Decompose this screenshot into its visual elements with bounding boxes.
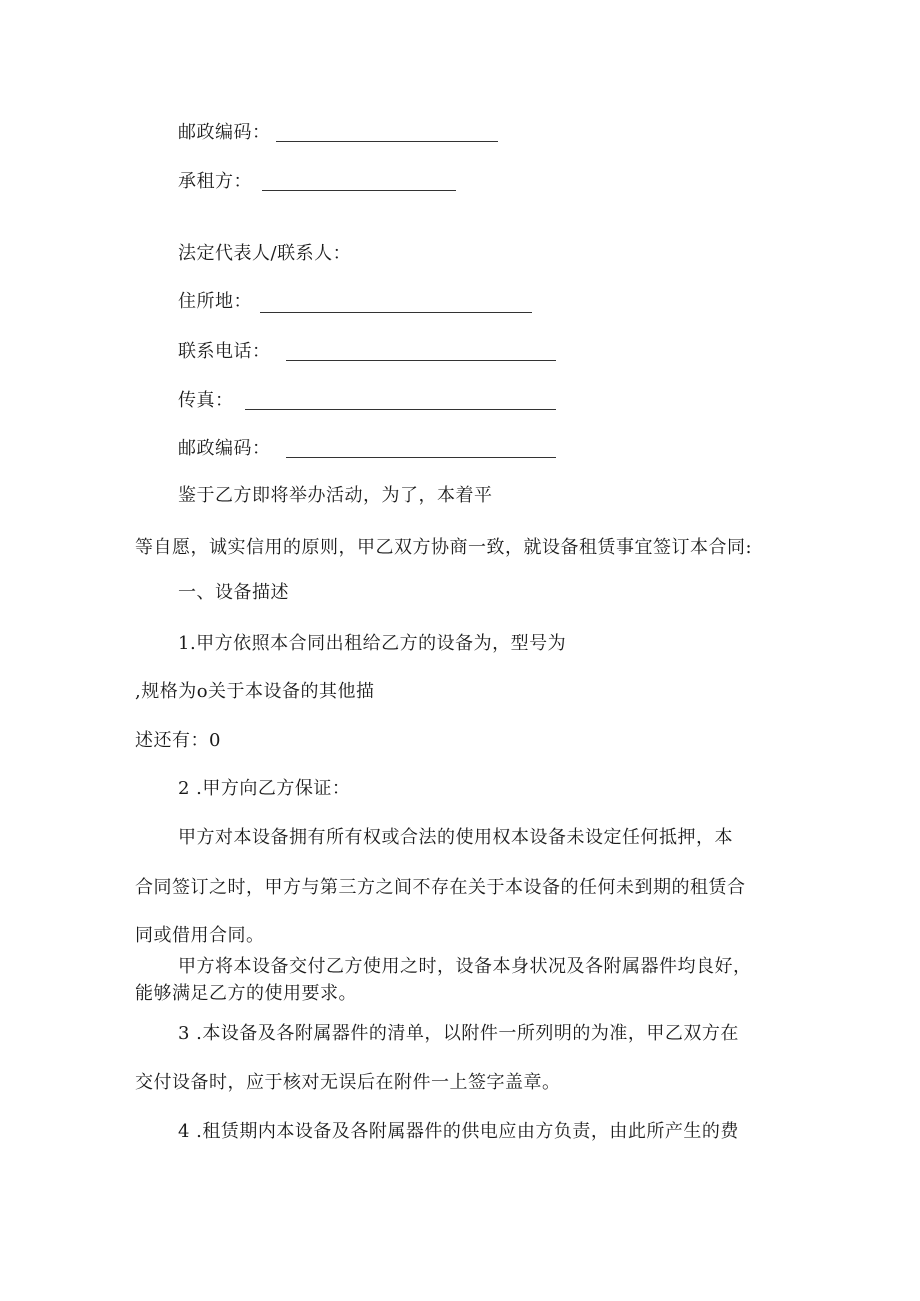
phone-blank: [286, 360, 556, 361]
fax-blank: [245, 409, 556, 410]
fax-label: 传真：: [178, 390, 234, 411]
postal-code-label-1: 邮政编码：: [178, 122, 271, 143]
clause-2-para-2-line-2: 能够满足乙方的使用要求。: [135, 983, 357, 1004]
lessee-blank: [262, 190, 456, 191]
phone-label: 联系电话：: [178, 341, 271, 362]
section-heading-1: 一、设备描述: [178, 582, 289, 603]
legal-rep-label: 法定代表人/联系人：: [178, 243, 352, 264]
clause-1-line-2: ,规格为o关于本设备的其他描: [135, 681, 375, 702]
clause-2-para-2-line-1: 甲方将本设备交付乙方使用之时，设备本身状况及各附属器件均良好，: [178, 956, 752, 977]
preamble-line-1: 鉴于乙方即将举办活动，为了，本着平: [178, 485, 493, 506]
address-blank: [260, 312, 532, 313]
clause-4-line-1: 4 .租赁期内本设备及各附属器件的供电应由方负责，由此所产生的费: [178, 1121, 739, 1142]
clause-1-line-1: 1.甲方依照本合同出租给乙方的设备为，型号为: [178, 633, 567, 654]
clause-2-para-1-line-3: 同或借用合同。: [135, 925, 265, 946]
postal-code-label-2: 邮政编码：: [178, 438, 271, 459]
clause-3-line-2: 交付设备时，应于核对无误后在附件一上签字盖章。: [135, 1072, 561, 1093]
clause-3-line-1: 3 .本设备及各附属器件的清单，以附件一所列明的为准，甲乙双方在: [178, 1023, 739, 1044]
lessee-label: 承租方：: [178, 171, 252, 192]
clause-2-para-1-line-2: 合同签订之时，甲方与第三方之间不存在关于本设备的任何未到期的租赁合: [135, 877, 746, 898]
preamble-line-2: 等自愿，诚实信用的原则，甲乙双方协商一致，就设备租赁事宜签订本合同:: [135, 537, 753, 558]
clause-1-line-3: 述还有：0: [135, 730, 221, 751]
address-label: 住所地：: [178, 291, 252, 312]
clause-2-para-1-line-1: 甲方对本设备拥有所有权或合法的使用权本设备未设定任何抵押，本: [178, 827, 733, 848]
postal-code-blank-1: [276, 141, 498, 142]
clause-2-heading: 2 .甲方向乙方保证：: [178, 778, 351, 799]
postal-code-blank-2: [286, 457, 556, 458]
